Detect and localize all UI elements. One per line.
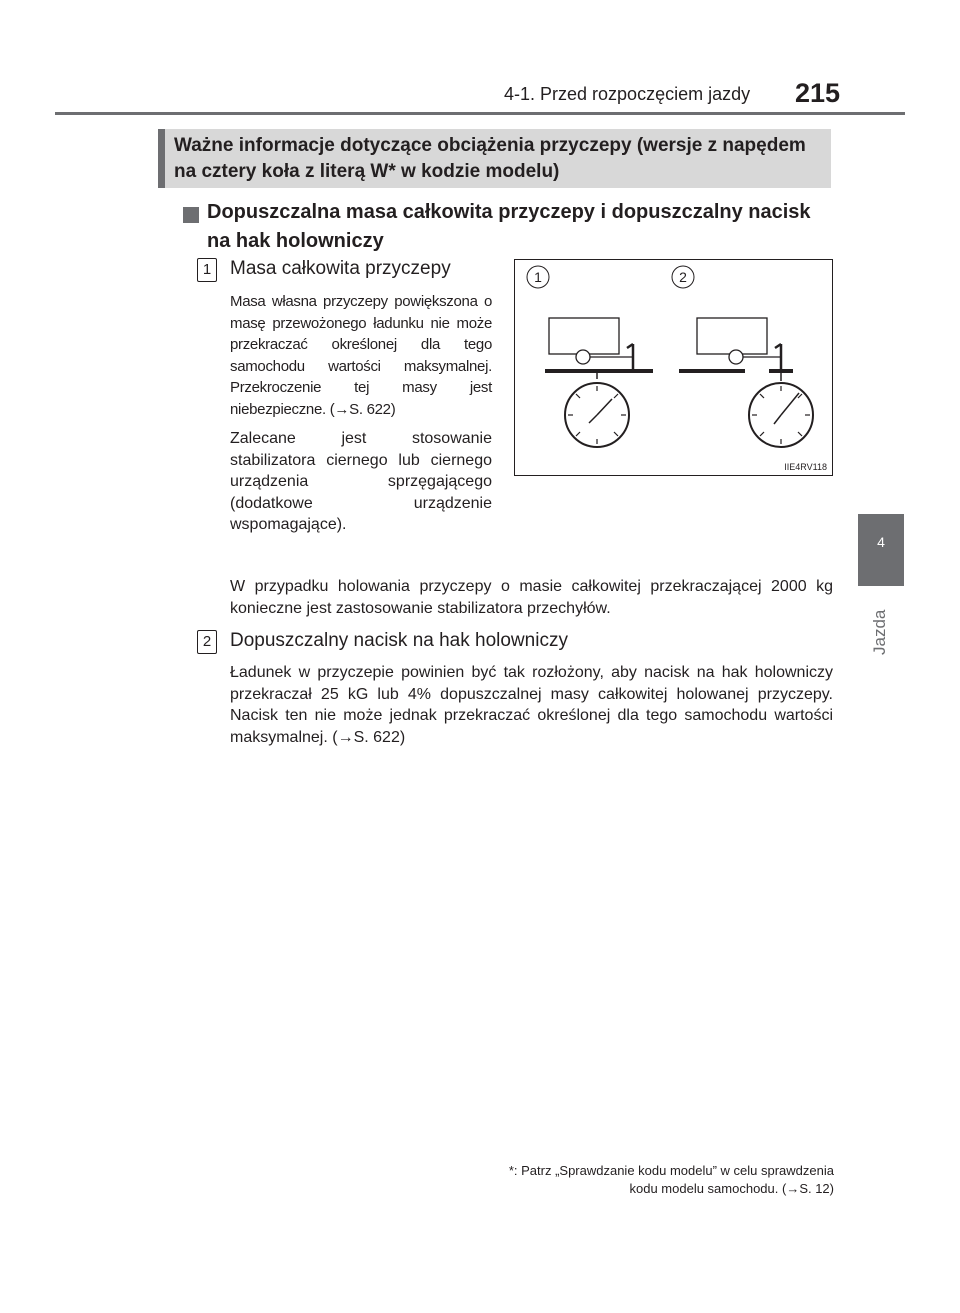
- sub-heading: Dopuszczalna masa całkowita przyczepy i dopuszczalny nacisk na hak holowniczy: [207, 201, 811, 252]
- item-1-paragraph-2: Zalecane jest stosowanie stabilizatora ciernego lub ciernego urządzenia sprzęgającego (dodatkowe urządzenie wspomagające).: [230, 430, 492, 533]
- chapter-number: 4: [877, 534, 885, 550]
- item-1-paragraph-3: [230, 576, 833, 627]
- item-1-heading: Masa całkowita przyczepy: [230, 258, 451, 279]
- square-bullet-icon: [183, 207, 199, 223]
- chapter-tab: [858, 514, 904, 586]
- figure-label-1: 1: [534, 269, 542, 285]
- footnote: [374, 1162, 834, 1198]
- footnote-line-1: *: Patrz „Sprawdzanie kodu modelu” w celu sprawdzenia: [508, 1163, 834, 1178]
- header-section-title: 4-1. Przed rozpoczęciem jazdy: [504, 84, 751, 104]
- section-title-accent: [158, 129, 165, 188]
- footnote-line-2: kodu modelu samochodu. (→S. 12): [629, 1181, 834, 1196]
- item-1-text-column: [230, 291, 492, 544]
- trailer-weight-illustration: [514, 259, 833, 476]
- header-divider: [55, 112, 905, 115]
- figure-code: IIE4RV118: [784, 462, 827, 472]
- item-2-text: [230, 662, 833, 756]
- trailer-2-icon: [679, 318, 813, 447]
- item-2-number-badge: 2: [197, 630, 217, 654]
- figure-label-2: 2: [679, 269, 687, 285]
- item-2-paragraph-1: Ładunek w przyczepie powinien być tak rozłożony, aby nacisk na hak holowniczy przekraczał 25 kG lub 4% dopuszczalnej masy całkowitej holowanej przyczepy. Nacisk ten nie może jednak przekraczać określonej dla tego samochodu wartości maksymalnej. (→S. 622): [230, 664, 833, 746]
- trailer-1-icon: [545, 318, 653, 447]
- item-1-number-badge: 1: [197, 258, 217, 282]
- section-title: Ważne informacje dotyczące obciążenia przyczepy (wersje z napędem na cztery koła z literą W* w kodzie modelu): [174, 135, 806, 182]
- item-1-paragraph-3-text: W przypadku holowania przyczepy o masie całkowitej przekraczającej 2000 kg konieczne jest zastosowanie stabilizatora przechyłów.: [230, 578, 833, 617]
- item-2-heading: Dopuszczalny nacisk na hak holowniczy: [230, 630, 568, 651]
- chapter-label: Jazda: [870, 609, 889, 655]
- page-number: 215: [795, 78, 841, 108]
- item-1-paragraph-1: Masa własna przyczepy powiększona o masę przewożonego ładunku nie może przekraczać określonej dla tego samochodu wartości maksymalnej. Przekroczenie tej masy jest niebezpieczne. (→S. 622): [230, 293, 492, 418]
